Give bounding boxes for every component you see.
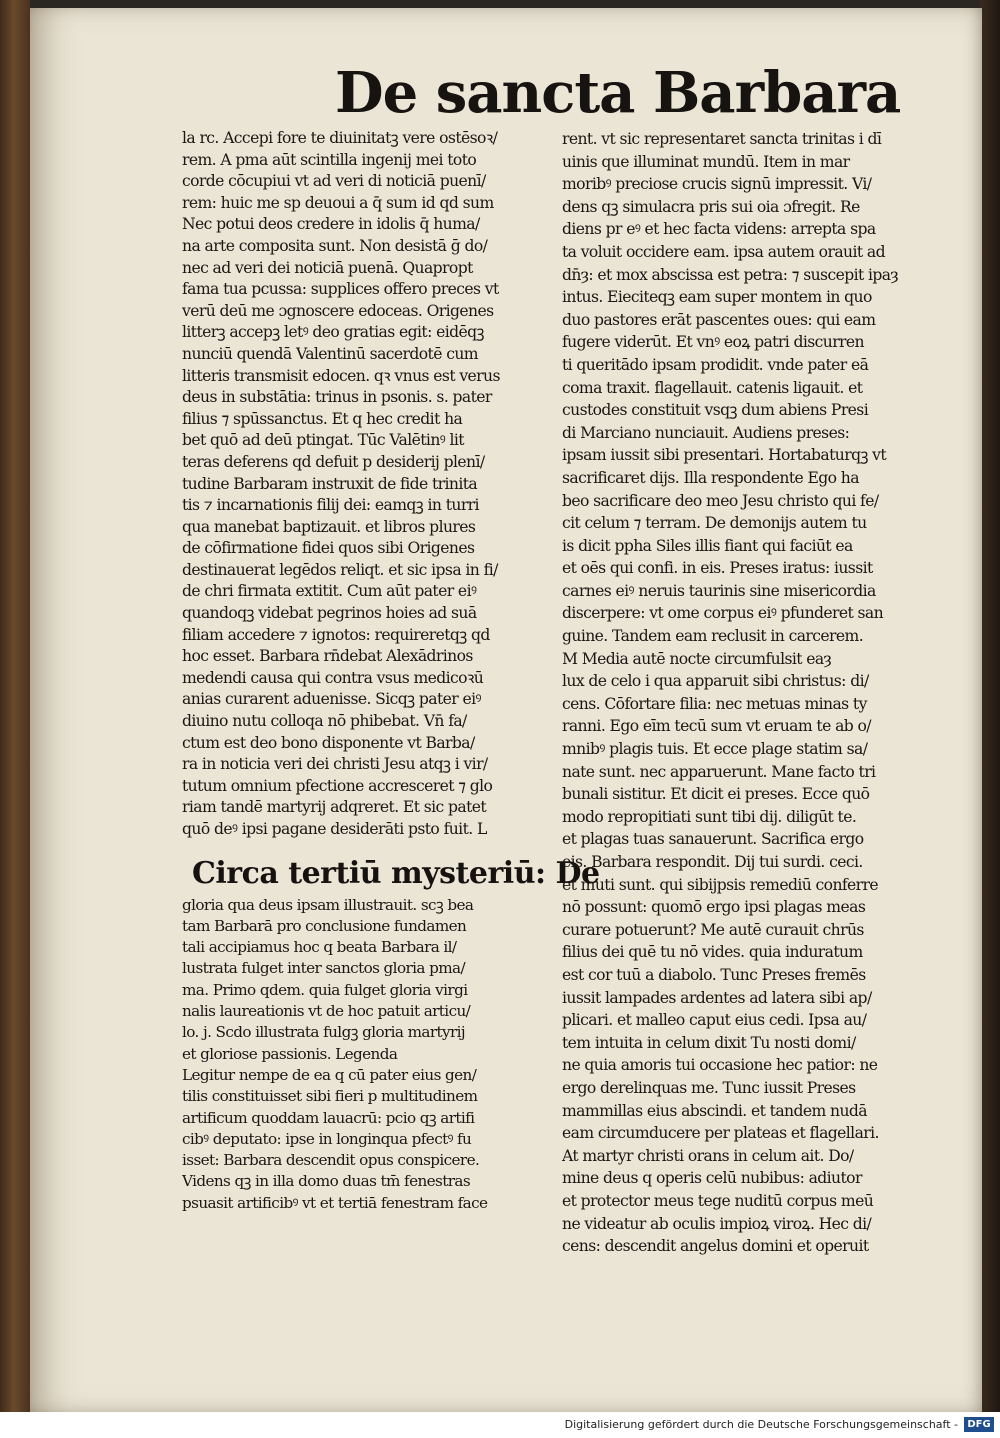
right-column [562,128,912,1258]
dfg-logo[interactable]: DFG [964,1417,994,1432]
text-line: moribꝰ preciose crucis signū impressit. Vi/ [562,175,872,194]
text-line: ne quia amoris tui occasione hec patior: ne [562,1056,878,1075]
text-line: hoc esset. Barbara rn̄debat Alexādrinos [182,647,473,666]
text-line: cens: descendit angelus domini et operuit [562,1237,869,1256]
text-line: et muti sunt. qui sibijpsis remediū conferre [562,875,879,894]
text-line: na arte composita sunt. Non desistā ḡ do/ [182,236,488,255]
left-text-block-a [182,128,534,841]
text-line: diens pr eꝰ et hec facta videns: arrepta spa [562,220,876,239]
text-line: lustrata fulget inter sanctos gloria pma/ [182,959,465,978]
text-line: dens qꝫ simulacra pris sui oia ɔfregit. Re [562,197,860,216]
text-line: artificum quoddam lauacrū: pcio qꝫ artifi [182,1108,475,1127]
text-line: cibꝰ deputato: ipse in longinqua pfectꝰ fu [182,1129,472,1148]
text-line: medendi causa qui contra vsus medicoꝛū [182,668,484,687]
text-line: Videns qꝫ in illa domo duas tm̄ fenestras [182,1172,471,1191]
text-line: cit celum ⁊ terram. De demonijs autem tu [562,514,867,533]
text-line: filiam accedere ⁊ ignotos: requireretqꝫ qd [182,625,490,644]
text-line: rem. A pma aūt scintilla ingenij mei toto [182,150,477,169]
text-line: nec ad veri dei noticiā puenā. Quapropt [182,258,473,277]
text-line: nō possunt: quomō ergo ipsi plagas meas [562,898,866,917]
text-line: ta voluit occidere eam. ipsa autem orauit ad [562,242,885,261]
text-line: M Media autē nocte circumfulsit eaȝ [562,649,832,668]
text-line: bet quō ad deū ptingat. Tūc Valētinꝰ lit [182,431,464,450]
text-line: uinis que illuminat mundū. Item in mar [562,152,850,171]
left-text-block-b [182,895,534,1214]
text-line: et protector meus tege nuditū corpus meū [562,1191,874,1210]
text-line: nate sunt. nec apparuerunt. Mane facto tri [562,762,876,781]
text-line: de cōfirmatione fidei quos sibi Origenes [182,539,475,558]
text-line: ra in noticia veri dei christi Jesu atqꝫ i vir/ [182,755,488,774]
text-line: mammillas eius abscindi. et tandem nudā [562,1101,867,1120]
text-line: Nec potui deos credere in idolis q̄ huma/ [182,215,480,234]
text-line: cens. Cōfortare filia: nec metuas minas ty [562,694,867,713]
text-line: fugere viderūt. Et vnꝰ eoꝝ patri discurren [562,333,864,352]
text-line: riam tandē martyrij adqreret. Et sic patet [182,798,487,817]
book-edge-right [980,0,1000,1412]
text-line: diuino nutu colloqa nō phibebat. Vn̄ fa/ [182,712,467,731]
left-column [182,128,600,1214]
text-line: Legitur nempe de ea q cū pater eius gen/ [182,1065,477,1084]
text-line: filius ⁊ spūssanctus. Et q hec credit ha [182,409,463,428]
text-line: tilis constituisset sibi fieri p multitudinem [182,1087,478,1106]
section-heading: Circa tertiū mysteriū: De [192,855,600,891]
text-line: mine deus q operis celū nubibus: adiutor [562,1169,862,1188]
text-line: tutum omnium pfectione accresceret ⁊ glo [182,776,493,795]
text-line: coma traxit. flagellauit. catenis ligauit. et [562,378,863,397]
text-line: lux de celo i qua apparuit sibi christus: di/ [562,672,869,691]
text-line: tali accipiamus hoc q beata Barbara il/ [182,938,457,957]
text-line: eam circumducere per plateas et flagellari. [562,1124,879,1143]
text-line: lo. j. Scdo illustrata fulgꝫ gloria martyrij [182,1023,466,1042]
text-line: duo pastores erāt pascentes oues: qui eam [562,310,876,329]
text-line: tem intuita in celum dixit Tu nosti domi/ [562,1033,856,1052]
text-line: tudine Barbaram instruxit de fide trinita [182,474,478,493]
text-line: di Marciano nunciauit. Audiens preses: [562,423,850,442]
text-line: deus in substātia: trinus in psonis. s. pater [182,388,492,407]
text-line: eis. Barbara respondit. Dij tui surdi. ceci. [562,853,863,871]
text-line: litterꝫ accepꝫ letꝰ deo gratias egit: eidēqꝫ [182,323,484,342]
text-line: iussit lampades ardentes ad latera sibi ap/ [562,988,872,1007]
text-line: destinauerat legēdos reliqt. et sic ipsa in fi/ [182,560,498,579]
text-line: At martyr christi orans in celum ait. Do/ [562,1146,854,1165]
text-line: custodes constituit vsqꝫ dum abiens Presi [562,401,869,420]
funding-credit: Digitalisierung gefördert durch die Deutsche Forschungsgemeinschaft - [564,1418,958,1431]
text-line: et oēs qui confi. in eis. Preses iratus: iussit [562,559,873,578]
text-line: verū deū me ɔgnoscere edoceas. Origenes [182,301,494,320]
text-line: ergo derelinquas me. Tunc iussit Preses [562,1078,856,1097]
text-line: filius dei quē tu nō vides. quia induratum [562,943,863,962]
text-line: anias curarent aduenisse. Sicqꝫ pater eiꝰ [182,690,481,709]
text-line: is dicit ppha Siles illis fiant qui faciūt ea [562,536,853,555]
text-line: gloria qua deus ipsam illustrauit. scꝫ bea [182,895,474,914]
text-line: et gloriose passionis. Legenda [182,1044,398,1063]
right-text-block [562,128,912,1258]
text-line: nunciū quendā Valentinū sacerdotē cum [182,344,478,363]
text-line: quandoqꝫ videbat pegrinos hoies ad suā [182,604,477,623]
text-line: curare potuerunt? Me autē curauit chrūs [562,920,864,939]
text-line: teras deferens qd defuit p desiderij plenī/ [182,452,485,471]
text-line: corde cōcupiui vt ad veri di noticiā puenī/ [182,172,486,191]
text-line: sacrificaret dijs. Illa respondente Ego ha [562,468,859,487]
text-line: modo repropitiati sunt tibi dij. diligūt te. [562,807,857,826]
text-line: mnibꝰ plagis tuis. Et ecce plage statim sa/ [562,740,868,759]
text-line: nalis laureationis vt de hoc patuit articu/ [182,1002,471,1021]
text-line: ctum est deo bono disponente vt Barba/ [182,733,475,752]
text-line: ma. Primo qdem. quia fulget gloria virgi [182,980,468,999]
text-line: rent. vt sic representaret sancta trinitas i dī [562,130,882,148]
text-line: et plagas tuas sanauerunt. Sacrifica ergo [562,830,864,849]
text-line: bunali sistitur. Et dicit ei preses. Ecce quō [562,785,870,804]
text-line: guine. Tandem eam reclusit in carcerem. [562,627,864,646]
text-line: ranni. Ego eīm tecū sum vt eruam te ab o/ [562,717,871,736]
text-line: la rc. Accepi fore te diuinitatꝫ vere ostēsoꝛ/ [182,129,498,147]
text-line: tis ⁊ incarnationis filij dei: eamqꝫ in turri [182,496,479,515]
text-line: dn̄ȝ: et mox abscissa est petra: ⁊ suscepit ipaȝ [562,265,899,284]
text-line: qua manebat baptizauit. et libros plures [182,517,476,536]
text-line: carnes eiꝰ neruis taurinis sine misericordia [562,581,876,600]
text-line: discerpere: vt ome corpus eiꝰ pfunderet san [562,604,884,623]
text-line: psuasit artificibꝰ vt et tertiā fenestram face [182,1193,488,1212]
text-line: intus. Eieciteqꝫ eam super montem in quo [562,288,872,307]
text-line: litteris transmisit edocen. qꝛ vnus est verus [182,366,500,385]
text-line: est cor tuū a diabolo. Tunc Preses fremēs [562,965,866,984]
text-line: rem: huic me sp deuoui a q̄ sum id qd sum [182,193,494,212]
text-line: fama tua pcussa: supplices offero preces vt [182,280,499,299]
text-line: isset: Barbara descendit opus conspicere. [182,1151,480,1170]
text-line: ipsam iussit sibi presentari. Hortabaturqꝫ vt [562,446,887,465]
text-line: ti queritādo ipsam prodidit. vnde pater eā [562,355,869,374]
text-line: tam Barbarā pro conclusione fundamen [182,916,467,935]
text-line: quō deꝰ ipsi pagane desiderāti psto fuit. L [182,820,487,838]
running-title: De sancta Barbara [335,60,901,126]
text-line: beo sacrificare deo meo Jesu christo qui fe/ [562,491,879,510]
text-line: ne videatur ab oculis impioꝝ viroꝝ. Hec di/ [562,1214,872,1233]
text-line: plicari. et malleo caput eius cedi. Ipsa au/ [562,1011,867,1030]
text-line: de chri firmata extitit. Cum aūt pater eiꝰ [182,582,477,601]
footer-bar [0,1412,1000,1438]
book-spine-left [0,0,30,1412]
